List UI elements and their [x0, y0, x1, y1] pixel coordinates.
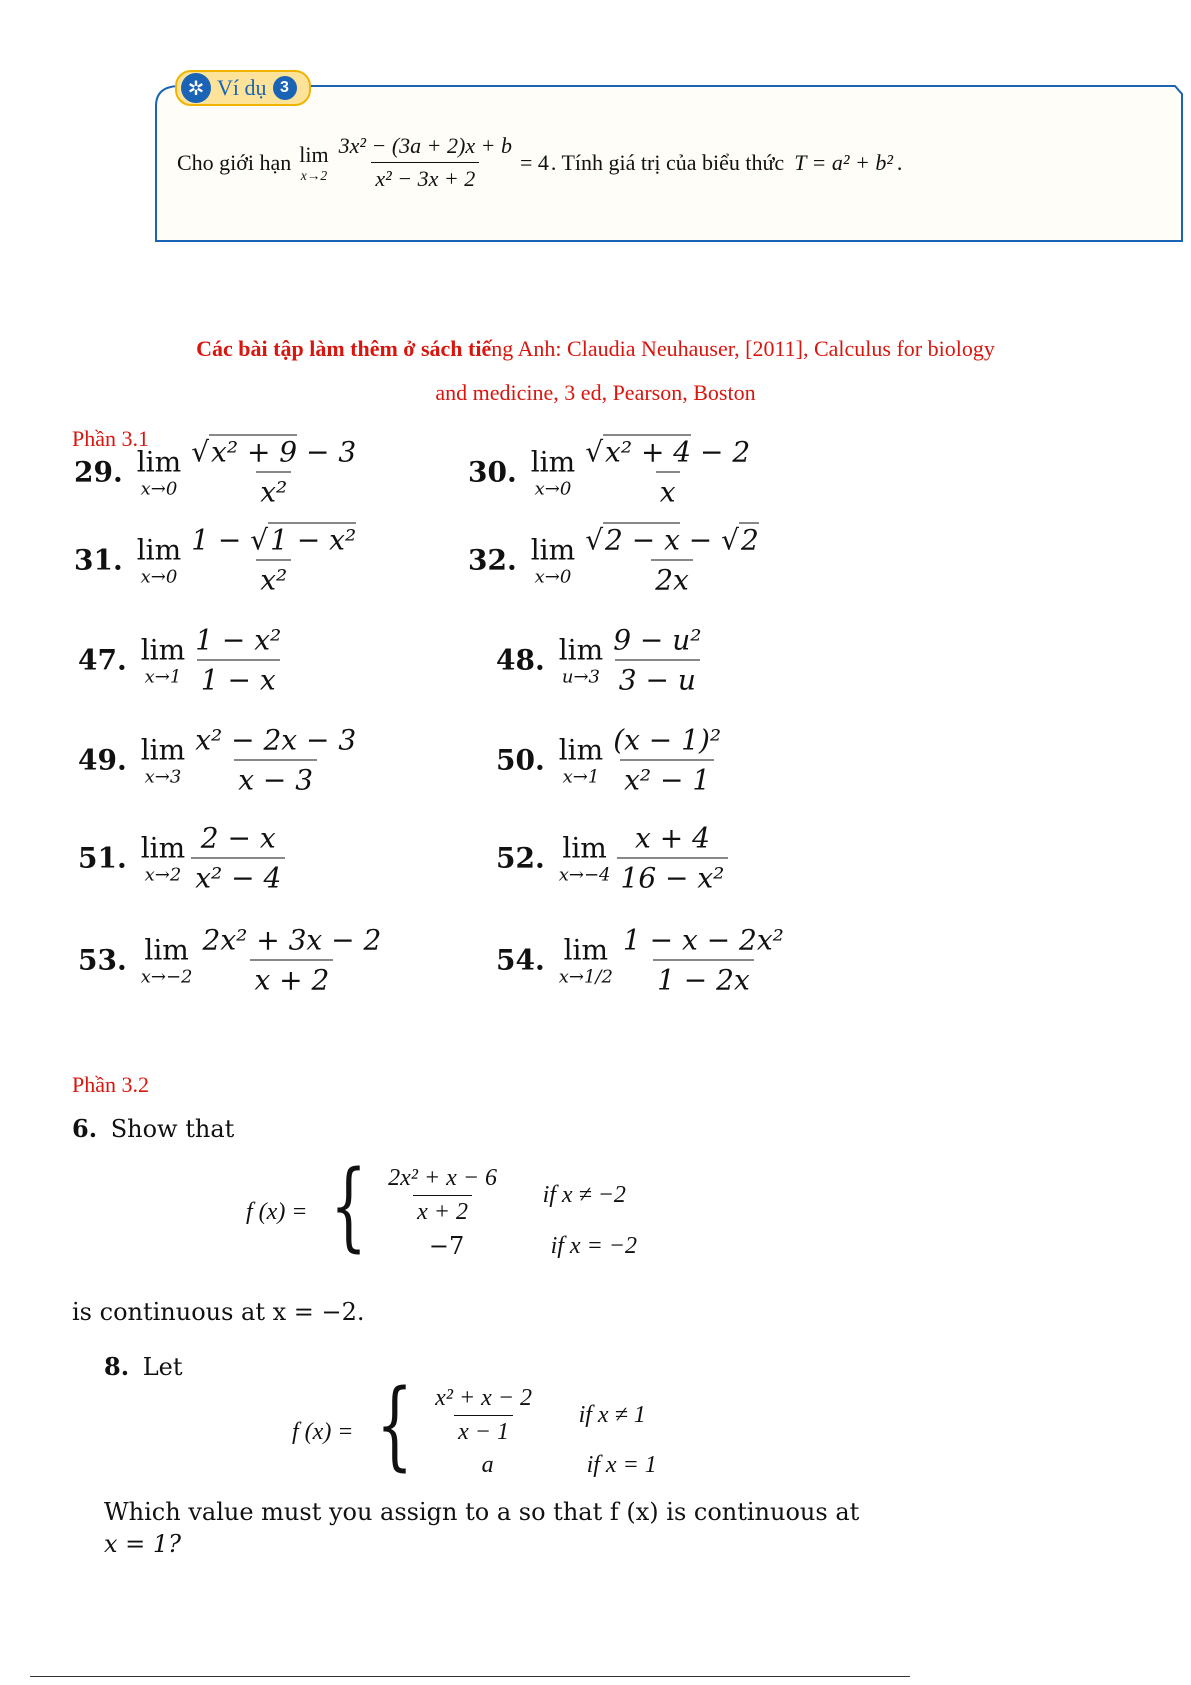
problem-54 [496, 924, 788, 997]
reference-line1 [0, 336, 1191, 362]
problem-number: 51. [78, 841, 127, 875]
problem-number: 52. [496, 841, 545, 875]
fraction-numerator: 1 − x − 2x² [622, 923, 784, 957]
problem-number: 47. [78, 643, 127, 677]
problem-31 [74, 524, 360, 597]
example-intro: Cho giới hạn [177, 149, 292, 175]
case-denominator: x + 2 [413, 1195, 472, 1226]
problem-6-case-1-fraction [373, 1165, 513, 1226]
fraction-denominator: x² [256, 472, 291, 509]
problem-8-lead [104, 1352, 183, 1381]
problem-number: 54. [496, 943, 545, 977]
limit-fraction [187, 436, 360, 509]
example-question: . Tính giá trị của biểu thức [550, 149, 785, 175]
fraction-numerator: 1 − √1 − x² [191, 523, 357, 557]
fraction-denominator: x² [256, 560, 291, 597]
example-badge [175, 70, 311, 106]
lim-word: lim [558, 733, 604, 766]
lim-operator [559, 831, 611, 885]
sqrt-symbol: √ [721, 523, 740, 557]
limit-fraction [191, 822, 285, 895]
problem-8-case-2 [419, 1452, 657, 1479]
fraction-numerator: √2 − x − √2 [585, 523, 759, 557]
limit-fraction [191, 624, 285, 697]
lim-sub: x→2 [300, 167, 328, 183]
problem-51 [78, 822, 285, 895]
case-denominator: x − 1 [454, 1415, 513, 1446]
problem-48 [496, 624, 706, 697]
problem-number: 49. [78, 743, 127, 777]
fraction-denominator: x² − 4 [191, 858, 285, 895]
limit-fraction [619, 924, 788, 997]
problem-8-case-1-cond: if x ≠ 1 [578, 1402, 646, 1428]
footer-rule [30, 1676, 910, 1677]
problem-6-case-1 [373, 1165, 637, 1226]
problem-6-case-2-cond: if x = −2 [550, 1232, 637, 1259]
lim-sub: x→3 [144, 766, 182, 787]
case-numerator: 2x² + x − 6 [388, 1165, 498, 1191]
fraction-numerator: √x² + 9 − 3 [191, 435, 357, 469]
lim-sub: x→−2 [140, 966, 193, 987]
problem-6-lead [72, 1114, 234, 1143]
fraction-numerator: (x − 1)² [613, 723, 722, 757]
gear-icon: ✲ [181, 73, 211, 103]
problem-number: 48. [496, 643, 545, 677]
sqrt-symbol: √ [250, 523, 269, 557]
lim-word: lim [562, 831, 607, 864]
fraction-numerator: 2x² + 3x − 2 [202, 923, 382, 957]
reference-rest: ng Anh: Claudia Neuhauser, [2011], Calculus for biology [491, 336, 995, 361]
radicand: x² + 4 [605, 435, 692, 469]
lim-word: lim [530, 533, 576, 566]
problem-8-case-1 [419, 1385, 657, 1446]
problem-6-case-2-value: −7 [428, 1232, 465, 1260]
lim-operator [141, 633, 185, 687]
fraction-denominator: x + 2 [250, 960, 333, 997]
sqrt-symbol: √ [585, 435, 604, 469]
problem-8-number: 8. [104, 1352, 130, 1381]
lim-sub: x→0 [140, 478, 178, 499]
problem-8-case-2-cond: if x = 1 [586, 1452, 657, 1478]
case-numerator: x² + x − 2 [435, 1385, 533, 1411]
lim-sub: x→1 [562, 766, 600, 787]
left-brace: { [329, 1149, 367, 1262]
example-numerator: 3x² − (3a + 2)x + b [338, 133, 512, 158]
lim-word: lim [136, 533, 182, 566]
radicand: 2 [741, 523, 759, 557]
problem-number: 30. [468, 455, 517, 489]
sqrt-symbol: √ [191, 435, 210, 469]
limit-fraction [187, 524, 360, 597]
lim-operator [531, 445, 575, 499]
fraction-denominator: 1 − 2x [653, 960, 754, 997]
lim-word: lim [144, 933, 189, 966]
sqrt-symbol: √ [585, 523, 604, 557]
example-denominator: x² − 3x + 2 [371, 162, 479, 192]
lim-operator [141, 733, 185, 787]
limit-fraction [581, 436, 754, 509]
lim-sub: x→2 [144, 864, 182, 885]
problem-8-lead-text: Let [142, 1353, 183, 1381]
problem-30 [468, 436, 754, 509]
lim-operator [141, 831, 185, 885]
fraction-denominator: x² − 1 [620, 760, 714, 797]
lim-sub: x→0 [534, 566, 572, 587]
fraction-denominator: x − 3 [234, 760, 317, 797]
lim-sub: x→1 [144, 666, 182, 687]
lim-operator [559, 633, 603, 687]
lim-word: lim [140, 733, 186, 766]
lim-operator [559, 733, 603, 787]
problem-number: 32. [468, 543, 517, 577]
lim-word: lim [299, 141, 329, 167]
lim-word: lim [140, 633, 186, 666]
lim-word: lim [558, 633, 604, 666]
problem-49 [78, 724, 360, 797]
lim-sub: x→−4 [558, 864, 611, 885]
problem-6-tail: is continuous at x = −2. [72, 1298, 365, 1326]
problem-number: 29. [74, 455, 123, 489]
problem-6-cases [373, 1165, 637, 1260]
lim-operator [559, 933, 613, 987]
fraction-numerator: 9 − u² [613, 623, 702, 657]
section-3-2: Phần 3.2 [72, 1072, 149, 1097]
problem-6-number: 6. [72, 1114, 98, 1143]
problem-6-lead-text: Show that [110, 1115, 235, 1143]
fraction-denominator: 1 − x [197, 660, 280, 697]
example-fraction [335, 133, 516, 192]
problem-8-fx: f (x) = [292, 1418, 354, 1445]
problem-number: 31. [74, 543, 123, 577]
lim-sub: x→0 [534, 478, 572, 499]
lim-sub: x→1/2 [558, 966, 613, 987]
problem-8-case-2-value: a [481, 1452, 494, 1478]
problem-6-function [246, 1149, 637, 1262]
example-badge-label: Ví dụ [217, 75, 267, 100]
lim-operator [137, 445, 181, 499]
lim-sub: u→3 [561, 666, 601, 687]
lim-word: lim [140, 831, 186, 864]
fraction-numerator: 1 − x² [195, 623, 282, 657]
lim-operator [137, 533, 181, 587]
problem-6-case-1-cond: if x ≠ −2 [542, 1182, 626, 1208]
example-lim [299, 142, 328, 184]
limit-fraction [581, 524, 763, 597]
limit-fraction [609, 624, 705, 697]
lim-operator [141, 933, 193, 987]
fraction-numerator: x² − 2x − 3 [195, 723, 357, 757]
reference-line2: and medicine, 3 ed, Pearson, Boston [435, 380, 756, 405]
fraction-denominator: 3 − u [615, 660, 700, 697]
problem-number: 53. [78, 943, 127, 977]
problem-8-tail-2: x = 1? [104, 1530, 182, 1558]
radicand: x² + 9 [211, 435, 298, 469]
section-3-1: Phần 3.1 [72, 426, 149, 451]
problem-8-tail-1: Which value must you assign to a so that f (x) is continuous at [104, 1498, 860, 1526]
radicand: 2 − x [605, 523, 680, 557]
problem-50 [496, 724, 725, 797]
limit-fraction [609, 724, 725, 797]
lim-sub: x→0 [140, 566, 178, 587]
fraction-numerator: √x² + 4 − 2 [585, 435, 751, 469]
lim-word: lim [563, 933, 609, 966]
fraction-denominator: 16 − x² [617, 858, 729, 895]
limit-fraction [199, 924, 386, 997]
lim-operator [531, 533, 575, 587]
limit-fraction [617, 822, 729, 895]
fraction-numerator: 2 − x [200, 821, 276, 855]
problem-52 [496, 822, 728, 895]
fraction-numerator: x + 4 [635, 821, 710, 855]
reference-bold: Các bài tập làm thêm ở sách tiế [196, 336, 492, 361]
problem-number: 50. [496, 743, 545, 777]
lim-word: lim [530, 445, 576, 478]
problem-32 [468, 524, 763, 597]
example-badge-number: 3 [273, 76, 297, 100]
problem-6-fx: f (x) = [246, 1199, 308, 1225]
problem-8-case-1-fraction [419, 1385, 549, 1446]
problem-47 [78, 624, 285, 697]
left-brace: { [375, 1369, 413, 1481]
radicand: 1 − x² [270, 523, 357, 557]
problem-8-function [292, 1369, 657, 1481]
example-statement [177, 133, 902, 192]
lim-word: lim [136, 445, 182, 478]
problem-29 [74, 436, 360, 509]
example-period: . [896, 149, 903, 175]
example-target: T = a² + b² [794, 149, 893, 175]
problem-53 [78, 924, 385, 997]
fraction-denominator: x [656, 472, 680, 509]
example-equals: = 4 [519, 149, 549, 175]
problem-6-case-2 [373, 1232, 637, 1260]
problem-8-cases [419, 1385, 657, 1479]
limit-fraction [191, 724, 360, 797]
fraction-denominator: 2x [651, 560, 693, 597]
